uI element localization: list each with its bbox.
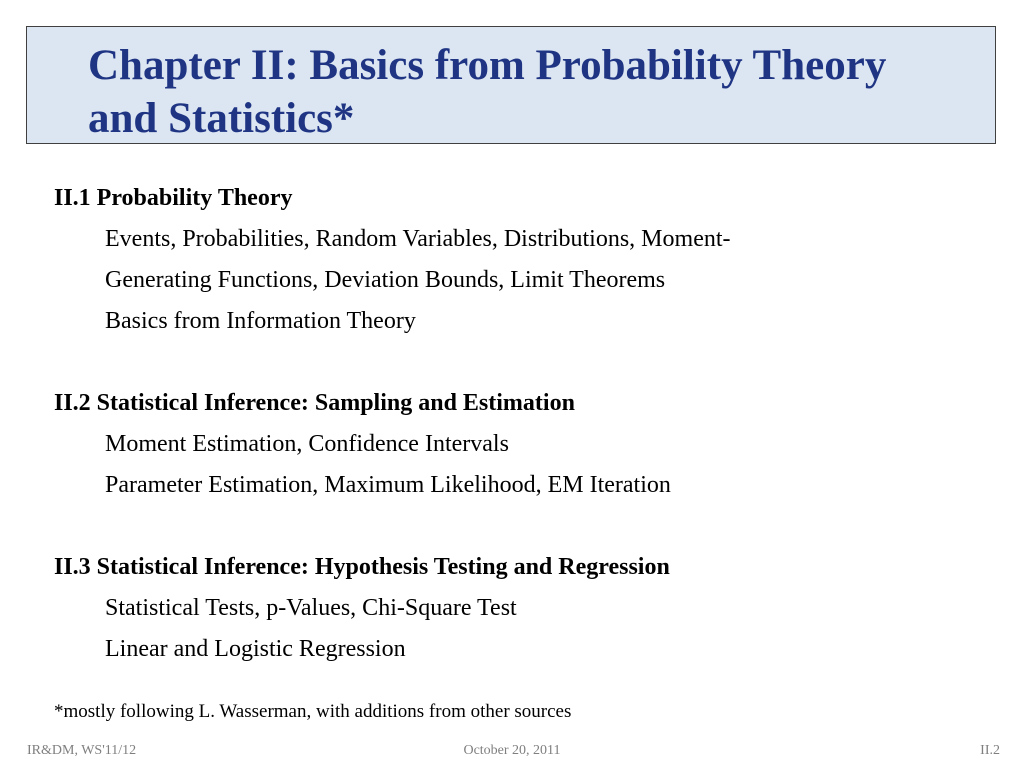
slide-content — [54, 178, 994, 670]
slide-title-line-1: Chapter II: Basics from Probability Theory — [88, 42, 887, 89]
section-item: Moment Estimation, Confidence Intervals — [105, 431, 509, 457]
section-item: Statistical Tests, p-Values, Chi-Square Test — [105, 595, 517, 621]
slide-title — [88, 39, 978, 145]
section-heading: II.1 Probability Theory — [54, 185, 293, 211]
section-item: Generating Functions, Deviation Bounds, Limit Theorems — [105, 267, 666, 293]
slide-title-line-2: and Statistics* — [88, 95, 355, 142]
section-heading: II.3 Statistical Inference: Hypothesis Testing and Regression — [54, 554, 670, 580]
section-spacer — [54, 506, 994, 547]
section-item: Linear and Logistic Regression — [105, 636, 406, 662]
section-spacer — [54, 342, 994, 383]
section-heading: II.2 Statistical Inference: Sampling and Estimation — [54, 390, 575, 416]
section-item: Basics from Information Theory — [105, 308, 416, 334]
title-box — [26, 26, 996, 144]
footer-slide-number: II.2 — [980, 743, 1000, 758]
footer-date: October 20, 2011 — [463, 743, 561, 758]
footer-course: IR&DM, WS'11/12 — [27, 743, 137, 758]
section-item: Events, Probabilities, Random Variables, Distributions, Moment- — [105, 226, 731, 252]
section-item: Parameter Estimation, Maximum Likelihood, EM Iteration — [105, 472, 671, 498]
footnote: *mostly following L. Wasserman, with additions from other sources — [54, 701, 572, 722]
